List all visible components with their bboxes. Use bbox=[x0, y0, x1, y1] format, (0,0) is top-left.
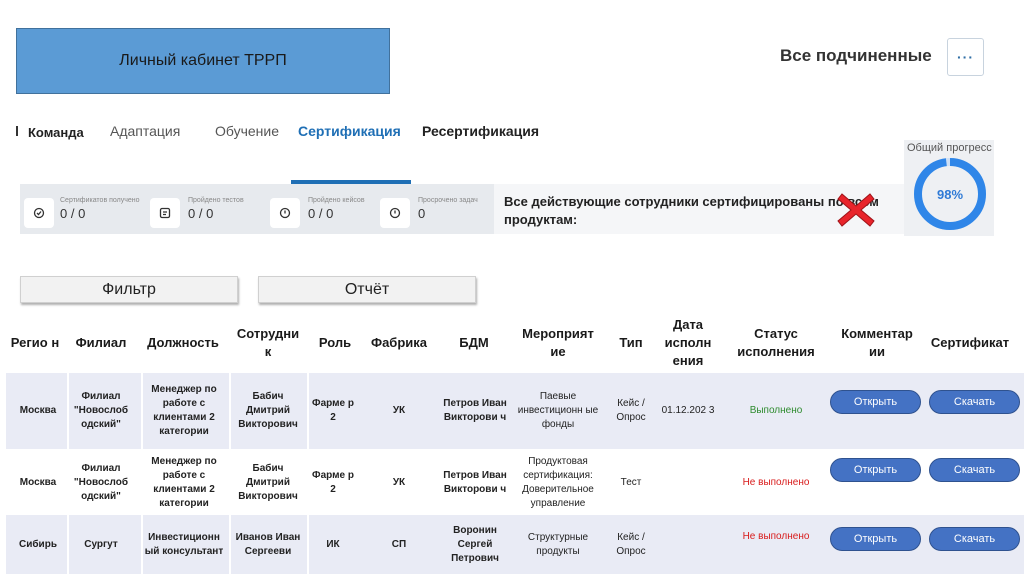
progress-value: 98% bbox=[936, 186, 964, 202]
table-row: Москва Филиал "Новослоб одский" Менеджер по работе с клиентами 2 категории Бабич Дмитрий Викторович Фарме р 2 УК Петров Иван Викторови ч Продуктовая сертификация: Доверительное управление Тест Не выполнено Открыть Скачать bbox=[6, 453, 1024, 513]
open-button[interactable]: Открыть bbox=[830, 390, 921, 414]
filter-button[interactable]: Фильтр bbox=[20, 276, 238, 303]
col-employee: Сотрудни к bbox=[236, 326, 300, 359]
open-button[interactable]: Открыть bbox=[830, 527, 921, 551]
clock-icon bbox=[270, 198, 300, 228]
clock-icon bbox=[380, 198, 410, 228]
col-event: Мероприят ие bbox=[522, 326, 594, 359]
check-circle-icon bbox=[24, 198, 54, 228]
tab-recertification[interactable]: Ресертификация bbox=[422, 123, 540, 139]
red-cross-icon bbox=[836, 191, 876, 229]
col-position: Должность bbox=[147, 335, 219, 350]
tab-team[interactable]: Команда bbox=[28, 125, 84, 140]
status-badge: Не выполнено bbox=[742, 531, 810, 542]
download-button[interactable]: Скачать bbox=[929, 527, 1020, 551]
subordinates-label[interactable]: Все подчиненные bbox=[780, 46, 932, 65]
report-button[interactable]: Отчёт bbox=[258, 276, 476, 303]
stat-value: 0 bbox=[418, 206, 426, 221]
col-certificate: Сертификат bbox=[930, 335, 1010, 350]
download-button[interactable]: Скачать bbox=[929, 390, 1020, 414]
table-row: Москва Филиал "Новослоб одский" Менеджер по работе с клиентами 2 категории Бабич Дмитрий Викторович Фарме р 2 УК Петров Иван Викторови ч Паевые инвестиционн ые фонды Кейс / Опрос 01.12.202 3 Выполнено Открыть Скачать bbox=[6, 373, 1024, 449]
open-button[interactable]: Открыть bbox=[830, 458, 921, 482]
download-button[interactable]: Скачать bbox=[929, 458, 1020, 482]
status-badge: Выполнено bbox=[749, 405, 803, 416]
col-region: Регио н bbox=[10, 335, 60, 350]
status-badge: Не выполнено bbox=[742, 477, 810, 488]
progress-panel bbox=[904, 140, 994, 236]
col-date: Дата исполн ения bbox=[664, 317, 712, 368]
progress-label: Общий прогресс bbox=[907, 142, 992, 154]
col-factory: Фабрика bbox=[370, 335, 428, 350]
certification-message: Все действующие сотрудники сертифицированы по всем продуктам: bbox=[494, 184, 904, 234]
table-header bbox=[0, 314, 1024, 372]
col-role: Роль bbox=[318, 335, 352, 350]
stat-value: 0 / 0 bbox=[60, 206, 86, 221]
tab-certification[interactable]: Сертификация bbox=[298, 123, 401, 139]
stat-value: 0 / 0 bbox=[188, 206, 214, 221]
col-branch: Филиал bbox=[75, 335, 127, 350]
page-title: Личный кабинет ТРРП bbox=[16, 28, 390, 94]
col-comments: Комментар ии bbox=[841, 326, 913, 359]
tab-learning[interactable]: Обучение bbox=[215, 123, 280, 139]
stat-value: 0 / 0 bbox=[308, 206, 334, 221]
col-bdm: БДМ bbox=[459, 335, 489, 350]
tab-divider bbox=[16, 126, 18, 136]
more-button[interactable]: ··· bbox=[947, 38, 984, 76]
tab-adaptation[interactable]: Адаптация bbox=[110, 123, 181, 139]
table-row: Сибирь Сургут Инвестиционн ый консультант Иванов Иван Сергееви ИК СП Воронин Сергей Петрович Структурные продукты Кейс / Опрос Не выполнено Открыть Скачать bbox=[6, 515, 1024, 574]
col-status: Статус исполнения bbox=[737, 326, 815, 359]
col-type: Тип bbox=[619, 335, 643, 350]
checklist-icon bbox=[150, 198, 180, 228]
